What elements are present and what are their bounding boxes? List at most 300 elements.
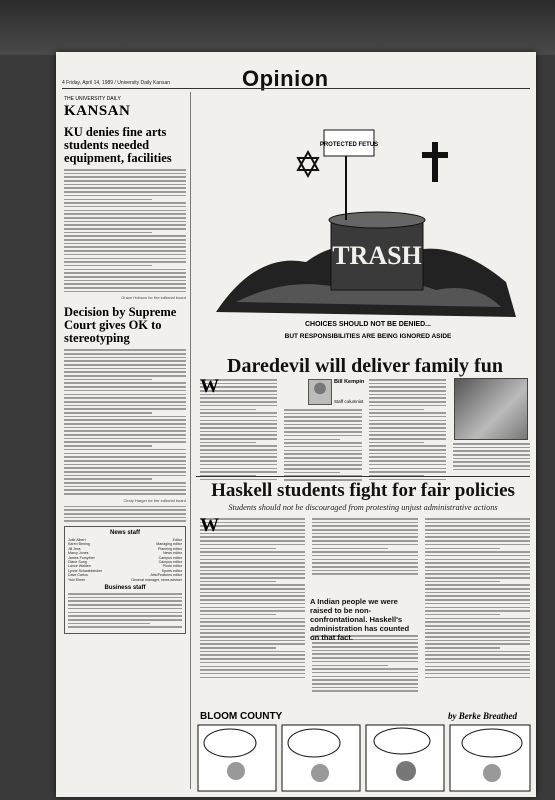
text-line	[64, 180, 186, 182]
text-line	[200, 551, 305, 553]
text-line	[64, 467, 186, 469]
protected-fetus-text: PROTECTED FETUS	[319, 142, 379, 148]
text-line	[64, 386, 186, 388]
text-line	[425, 651, 530, 653]
text-line	[425, 533, 530, 535]
text-line	[425, 584, 530, 586]
text-line	[369, 438, 446, 440]
staff-role: Campus editor	[158, 560, 182, 565]
text-line	[284, 409, 361, 411]
text-line	[200, 647, 276, 649]
text-line	[200, 431, 277, 433]
text-line	[64, 272, 186, 274]
text-line	[312, 566, 417, 568]
dropcap-haskell: W	[200, 515, 219, 536]
text-line	[425, 610, 530, 612]
text-line	[425, 603, 530, 605]
text-line	[64, 401, 186, 403]
text-line	[425, 662, 530, 664]
staff-role: Arts/Features editor	[150, 573, 182, 578]
daredevil-text-3	[369, 379, 446, 480]
daredevil-text-4	[453, 443, 530, 470]
text-line	[200, 658, 305, 660]
text-line	[64, 368, 186, 370]
text-line	[284, 461, 361, 463]
column-headline-daredevil: Daredevil will deliver family fun	[227, 355, 503, 377]
staff-role: News editor	[163, 551, 182, 556]
trash-label: TRASH	[332, 241, 422, 270]
text-line	[425, 595, 530, 597]
text-line	[284, 468, 361, 470]
text-line	[425, 629, 530, 631]
text-line	[68, 608, 182, 610]
text-line	[284, 457, 361, 459]
text-line	[64, 276, 186, 278]
text-line	[369, 420, 446, 422]
text-line	[64, 408, 186, 410]
text-line	[425, 566, 530, 568]
text-line	[64, 235, 186, 237]
text-line	[369, 427, 446, 429]
text-line	[200, 397, 277, 399]
staff-box	[64, 526, 186, 634]
text-line	[64, 456, 186, 458]
cross-icon	[432, 142, 438, 182]
text-line	[369, 464, 446, 466]
text-line	[200, 548, 276, 550]
text-line	[425, 618, 530, 620]
text-line	[425, 562, 530, 564]
text-line	[425, 544, 530, 546]
text-line	[284, 431, 361, 433]
text-line	[425, 607, 530, 609]
text-line	[64, 371, 186, 373]
text-line	[425, 636, 530, 638]
text-line	[312, 518, 417, 520]
section-title: Opinion	[242, 66, 329, 91]
comic-panel-1	[198, 725, 276, 791]
column-headline-haskell: Haskell students fight for fair policies	[211, 480, 515, 501]
text-line	[425, 647, 501, 649]
text-line	[64, 493, 186, 495]
text-line	[200, 401, 277, 403]
text-line	[425, 592, 530, 594]
text-line	[200, 536, 305, 538]
staff-row	[68, 578, 182, 582]
text-line	[200, 607, 305, 609]
text-line	[425, 654, 530, 656]
text-line	[200, 577, 305, 579]
text-line	[284, 450, 361, 452]
cartoon-caption-2: BUT RESPONSIBILITIES ARE BEING IGNORED ASIDE	[284, 333, 452, 340]
text-line	[68, 600, 182, 602]
text-line	[425, 625, 530, 627]
scan-background	[0, 0, 555, 55]
text-line	[312, 533, 417, 535]
staff-name: Dave Carlos	[68, 573, 88, 578]
text-line	[68, 615, 182, 617]
text-line	[200, 595, 305, 597]
text-line	[64, 265, 152, 267]
text-line	[453, 461, 530, 463]
haskell-col-1	[200, 515, 305, 708]
staff-title: News staff	[109, 530, 140, 537]
text-line	[312, 672, 417, 674]
text-line	[200, 544, 305, 546]
daredevil-text-2	[284, 409, 361, 481]
text-line	[200, 464, 277, 466]
text-line	[312, 683, 417, 685]
text-line	[284, 427, 361, 429]
text-line	[64, 509, 186, 511]
text-line	[64, 224, 186, 226]
text-line	[200, 570, 305, 572]
text-line	[312, 562, 417, 564]
text-line	[425, 570, 530, 572]
text-line	[64, 471, 186, 473]
staff-role: Managing editor	[156, 542, 182, 547]
text-line	[64, 438, 186, 440]
text-line	[200, 468, 277, 470]
comic-character	[227, 762, 245, 780]
text-line	[64, 412, 152, 414]
staff-role: Campus editor	[158, 555, 182, 560]
text-line	[64, 464, 186, 466]
text-line	[64, 486, 186, 488]
text-line	[425, 599, 530, 601]
editorial-headline-2: Decision by Supreme Court gives OK to stereotyping	[64, 305, 177, 346]
text-line	[68, 612, 182, 614]
text-line	[369, 379, 446, 381]
text-line	[312, 559, 417, 561]
text-line	[200, 566, 305, 568]
text-line	[425, 621, 530, 623]
haskell-text-2a	[312, 518, 417, 575]
text-line	[200, 573, 305, 575]
text-line	[200, 588, 305, 590]
text-line	[64, 228, 186, 230]
comic-title: BLOOM COUNTY	[200, 711, 283, 722]
text-line	[312, 687, 417, 689]
text-line	[200, 562, 305, 564]
text-line	[200, 621, 305, 623]
text-line	[312, 548, 388, 550]
top-rule	[62, 88, 530, 89]
text-line	[425, 518, 530, 520]
text-line	[64, 382, 186, 384]
text-line	[64, 394, 186, 396]
text-line	[369, 471, 446, 473]
text-line	[200, 592, 305, 594]
text-line	[64, 250, 186, 252]
text-line	[64, 460, 186, 462]
text-line	[64, 280, 186, 282]
comic-character	[483, 764, 501, 782]
text-line	[200, 453, 277, 455]
text-line	[64, 184, 186, 186]
text-line	[200, 427, 277, 429]
text-line	[64, 261, 186, 263]
text-line	[200, 632, 305, 634]
text-line	[64, 379, 152, 381]
staff-name: Lynne Schwabbecker	[68, 568, 103, 573]
editorial-signature-1: Grace Hobson for the editorial board	[121, 295, 186, 301]
text-line	[64, 423, 186, 425]
text-line	[64, 489, 186, 491]
text-line	[312, 646, 417, 648]
text-line	[64, 232, 152, 234]
text-line	[284, 435, 361, 437]
text-line	[64, 453, 186, 455]
staff-name: Marcy Jones	[68, 551, 89, 556]
text-line	[200, 625, 305, 627]
editorial-signature-2: Cindy Harger for the editorial board	[123, 497, 186, 503]
text-line	[284, 424, 361, 426]
text-line	[68, 626, 182, 628]
text-line	[64, 419, 186, 421]
text-line	[312, 551, 417, 553]
business-staff-title: Business staff	[104, 585, 146, 592]
text-line	[200, 559, 305, 561]
text-line	[64, 213, 186, 215]
text-line	[425, 632, 530, 634]
text-line	[64, 349, 186, 351]
text-line	[200, 445, 277, 447]
haskell-col-3	[425, 518, 530, 708]
text-line	[64, 173, 186, 175]
byline	[308, 379, 368, 405]
haskell-text-2b	[312, 635, 417, 692]
text-line	[200, 434, 277, 436]
text-line	[312, 668, 417, 670]
comic-character	[311, 764, 329, 782]
text-line	[369, 409, 425, 411]
text-line	[64, 243, 186, 245]
text-line	[369, 456, 446, 458]
pull-quote: A Indian people we were raised to be non-confrontational. Haskell's administration has counted on that fact.	[310, 597, 410, 642]
text-line	[64, 217, 186, 219]
text-line	[369, 431, 446, 433]
text-line	[453, 450, 530, 452]
text-line	[64, 434, 186, 436]
text-line	[200, 456, 277, 458]
text-line	[425, 640, 530, 642]
text-line	[64, 445, 152, 447]
text-line	[425, 555, 530, 557]
trash-can-lid	[329, 212, 425, 228]
text-line	[312, 679, 417, 681]
text-line	[64, 506, 186, 508]
text-line	[453, 447, 530, 449]
daredevil-col-3	[369, 379, 446, 474]
text-line	[312, 676, 417, 678]
text-line	[425, 577, 530, 579]
staff-role: General manager, news adviser	[131, 577, 182, 582]
masthead: KANSAN	[64, 103, 131, 119]
text-line	[64, 360, 186, 362]
text-line	[200, 603, 305, 605]
text-line	[369, 434, 446, 436]
text-line	[312, 570, 417, 572]
staff-name: James Forsyther	[68, 555, 95, 560]
text-line	[64, 353, 186, 355]
daredevil-col-1	[200, 376, 277, 474]
text-line	[200, 618, 305, 620]
masthead-kicker: THE UNIVERSITY DAILY	[64, 96, 121, 102]
text-line	[284, 420, 361, 422]
text-line	[64, 199, 152, 201]
text-line	[425, 588, 530, 590]
text-line	[64, 397, 186, 399]
text-line	[64, 364, 186, 366]
text-line	[284, 464, 361, 466]
folio: 4 Friday, April 14, 1989 / University Daily Kansan	[62, 80, 171, 86]
text-line	[425, 536, 530, 538]
text-line	[369, 442, 425, 444]
staff-role: Planning editor	[158, 546, 182, 551]
text-line	[200, 666, 305, 668]
text-line	[200, 420, 277, 422]
text-line	[284, 413, 361, 415]
text-line	[64, 405, 186, 407]
editorial-headline-1: KU denies fine arts students needed equipment, facilities	[64, 125, 172, 165]
text-line	[200, 416, 277, 418]
text-line	[64, 254, 186, 256]
text-line	[64, 441, 186, 443]
text-line	[284, 446, 361, 448]
staff-name: Lance Walden	[68, 564, 91, 569]
columnist-photo	[308, 379, 332, 405]
text-line	[453, 458, 530, 460]
text-line	[64, 283, 186, 285]
text-line	[200, 614, 276, 616]
column-photo	[454, 378, 528, 440]
text-line	[64, 478, 152, 480]
text-line	[453, 465, 530, 467]
text-line	[425, 658, 530, 660]
haskell-text-1	[200, 515, 305, 678]
staff-role: Sports editor	[161, 568, 182, 573]
text-line	[369, 445, 446, 447]
business-staff-list	[68, 593, 182, 628]
text-line	[64, 427, 186, 429]
text-line	[64, 291, 186, 293]
text-line	[64, 416, 186, 418]
editorial-column	[64, 92, 186, 792]
text-line	[64, 449, 186, 451]
text-line	[64, 375, 186, 377]
text-line	[200, 540, 305, 542]
text-line	[425, 522, 530, 524]
text-line	[64, 357, 186, 359]
text-line	[284, 416, 361, 418]
text-line	[369, 383, 446, 385]
editorial-body-1	[64, 169, 186, 292]
text-line	[64, 221, 186, 223]
text-line	[200, 669, 305, 671]
text-line	[284, 439, 340, 441]
text-line	[369, 416, 446, 418]
text-line	[64, 187, 186, 189]
text-line	[425, 614, 501, 616]
text-line	[312, 555, 417, 557]
text-line	[200, 654, 305, 656]
text-line	[369, 397, 446, 399]
text-line	[64, 191, 186, 193]
text-line	[68, 623, 150, 625]
text-line	[453, 454, 530, 456]
text-line	[64, 169, 186, 171]
text-line	[200, 640, 305, 642]
text-line	[64, 246, 186, 248]
text-line	[68, 619, 182, 621]
text-line	[369, 401, 446, 403]
column-divider	[190, 92, 191, 789]
text-line	[425, 529, 530, 531]
text-line	[425, 525, 530, 527]
text-line	[68, 593, 182, 595]
text-line	[200, 677, 305, 679]
text-line	[200, 412, 277, 414]
text-line	[64, 482, 186, 484]
text-line	[200, 673, 305, 675]
staff-name: Karen Bening	[68, 542, 90, 547]
text-line	[312, 573, 417, 575]
text-line	[64, 202, 186, 204]
staff-role: Photo editor	[162, 564, 182, 569]
text-line	[68, 604, 182, 606]
text-line	[369, 390, 446, 392]
text-line	[369, 394, 446, 396]
text-line	[64, 210, 186, 212]
text-line	[425, 666, 530, 668]
staff-role: Editor	[172, 538, 182, 543]
text-line	[200, 610, 305, 612]
text-line	[64, 239, 186, 241]
text-line	[369, 405, 446, 407]
text-line	[64, 475, 186, 477]
text-line	[200, 629, 305, 631]
editorial-body-2	[64, 349, 186, 494]
column-subhead-haskell: Students should not be discouraged from protesting unjust administrative actions	[228, 503, 498, 512]
text-line	[312, 642, 417, 644]
text-line	[64, 390, 186, 392]
text-line	[369, 453, 446, 455]
text-line	[425, 540, 530, 542]
text-line	[369, 412, 446, 414]
text-line	[425, 548, 501, 550]
text-line	[64, 287, 186, 289]
staff-list	[68, 538, 182, 582]
text-line	[425, 559, 530, 561]
staff-name: Diane Sung	[68, 560, 87, 565]
text-line	[425, 673, 530, 675]
cartoon-caption-1: CHOICES SHOULD NOT BE DENIED...	[304, 321, 432, 328]
text-line	[312, 665, 388, 667]
text-line	[200, 438, 277, 440]
text-line	[453, 443, 530, 445]
staff-intro	[64, 506, 186, 522]
comic-character	[396, 761, 416, 781]
haskell-text-3	[425, 518, 530, 678]
text-line	[64, 269, 186, 271]
text-line	[284, 453, 361, 455]
staff-name: Julie Albert	[68, 538, 86, 543]
text-line	[200, 409, 256, 411]
text-line	[200, 405, 277, 407]
text-line	[68, 597, 182, 599]
text-line	[200, 555, 305, 557]
